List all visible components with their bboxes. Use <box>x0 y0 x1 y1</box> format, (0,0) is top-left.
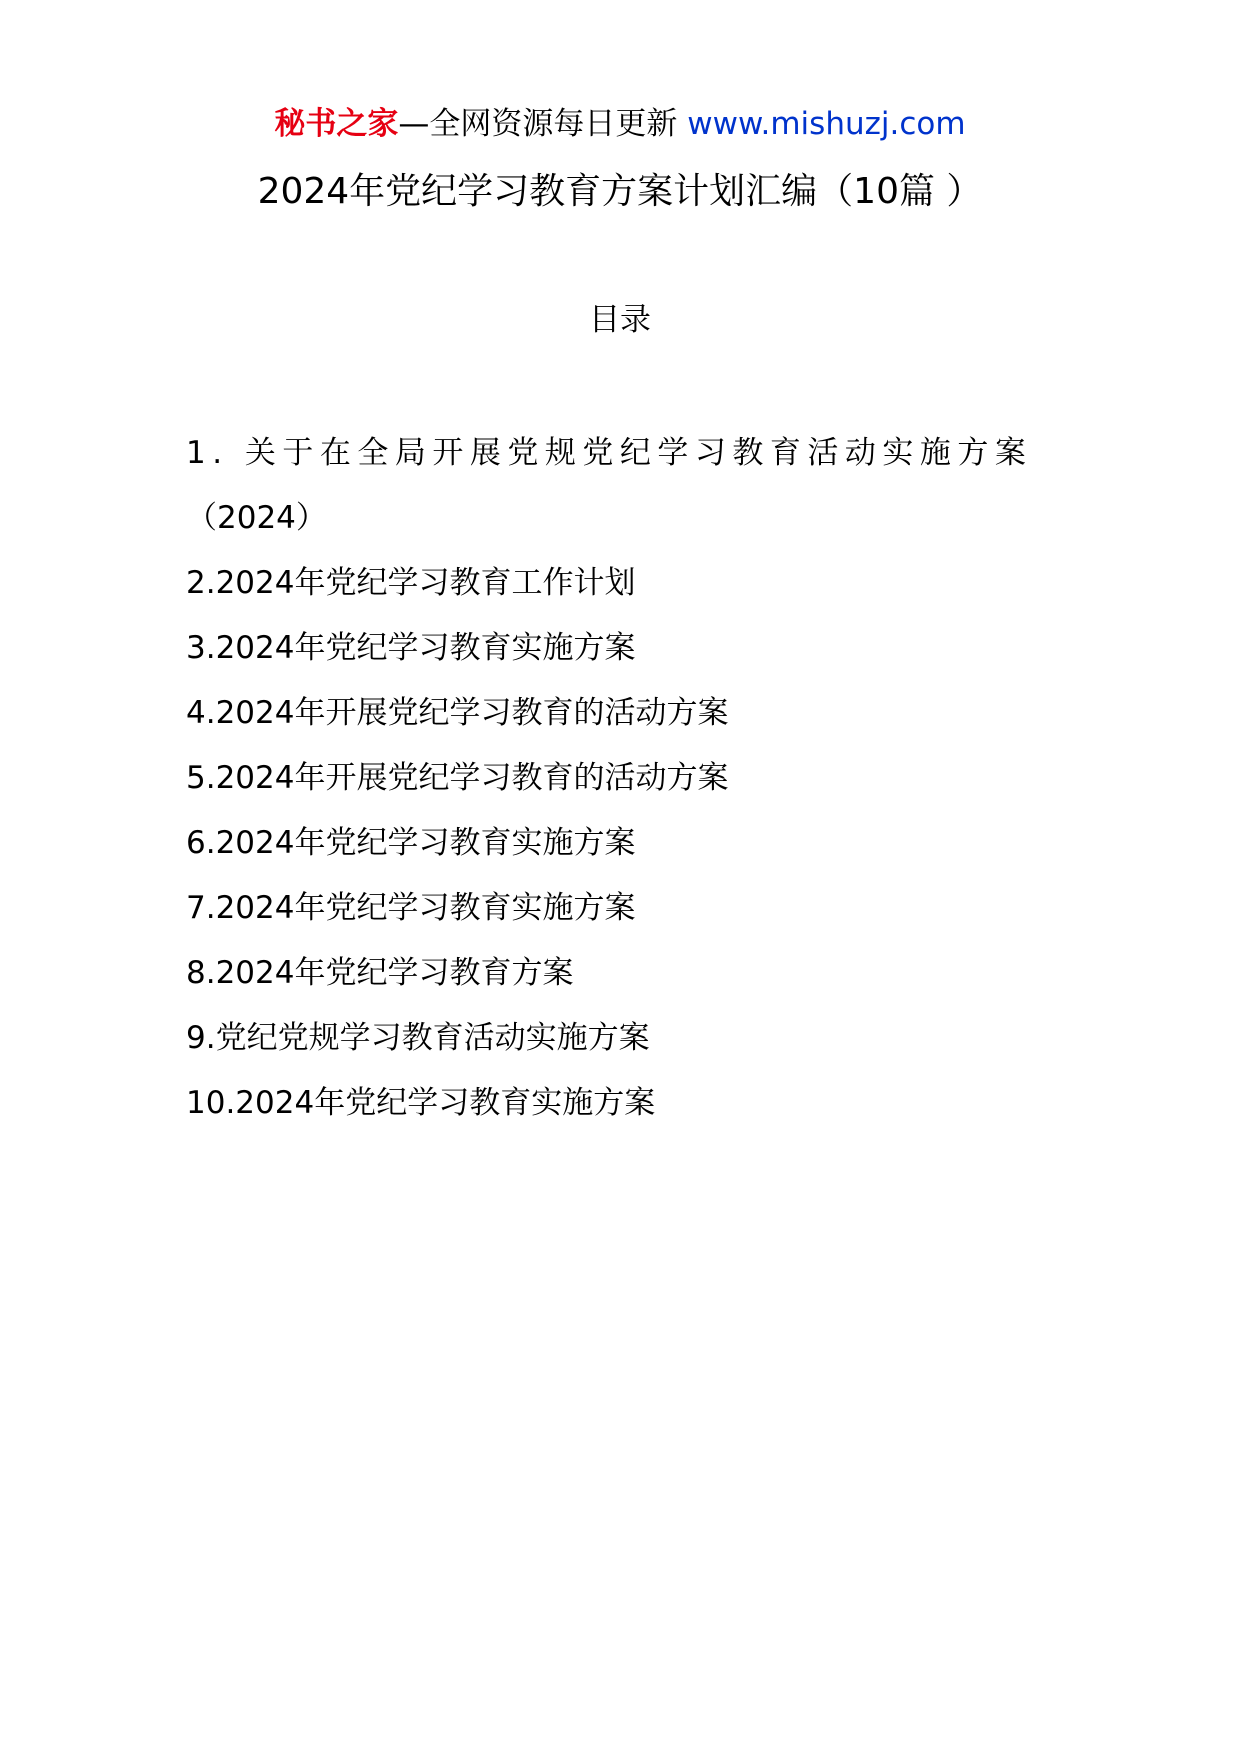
toc-item: 10.2024年党纪学习教育实施方案 <box>186 1085 656 1121</box>
toc-heading: 目录 <box>589 302 651 338</box>
toc-item: 9.党纪党规学习教育活动实施方案 <box>186 1020 650 1056</box>
site-link[interactable]: www.mishuzj.com <box>687 106 966 142</box>
banner-tagline: —全网资源每日更新 <box>398 106 678 142</box>
toc-item-text: 1. 关于在全局开展党规党纪学习教育活动实施方案 <box>186 435 1033 471</box>
toc-item <box>186 421 1066 551</box>
toc-item-text-continued: （2024） <box>186 500 327 536</box>
header-banner <box>0 104 1240 144</box>
table-of-contents <box>186 421 1066 1136</box>
toc-item: 6.2024年党纪学习教育实施方案 <box>186 825 636 861</box>
toc-item: 7.2024年党纪学习教育实施方案 <box>186 890 636 926</box>
brand-name: 秘书之家 <box>274 106 399 142</box>
toc-item: 4.2024年开展党纪学习教育的活动方案 <box>186 695 729 731</box>
document-title: 2024年党纪学习教育方案计划汇编（10篇 ） <box>257 171 983 212</box>
toc-item: 3.2024年党纪学习教育实施方案 <box>186 630 636 666</box>
toc-item: 2.2024年党纪学习教育工作计划 <box>186 565 636 601</box>
toc-item: 8.2024年党纪学习教育方案 <box>186 955 574 991</box>
toc-item: 5.2024年开展党纪学习教育的活动方案 <box>186 760 729 796</box>
